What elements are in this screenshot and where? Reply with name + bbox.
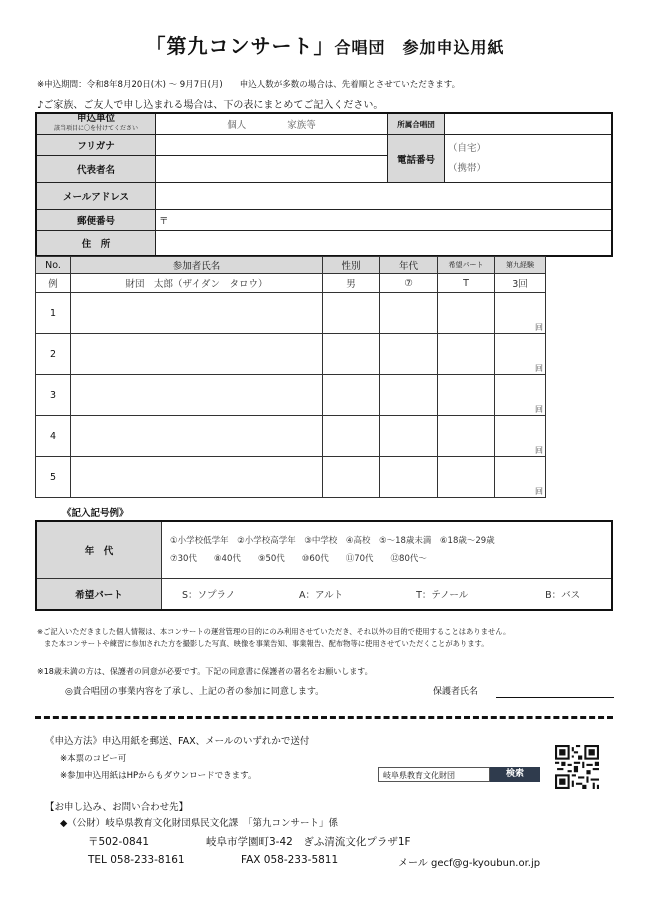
copy-note: ※本票のコピー可 <box>60 754 127 764</box>
example-name: 財団 太郎（ザイダン タロウ） <box>71 274 323 293</box>
address-field[interactable] <box>156 231 613 257</box>
col-age: 年代 <box>380 257 438 274</box>
rep-name-field[interactable] <box>156 156 388 183</box>
age-field[interactable] <box>380 457 438 498</box>
contact-org: ◆（公財）岐阜県教育文化財団県民文化課 「第九コンサート」係 <box>60 818 339 829</box>
gender-field[interactable] <box>323 416 380 457</box>
part-legend-values <box>162 579 613 611</box>
part-bass: B：バス <box>545 590 581 601</box>
furigana-field[interactable] <box>156 135 388 156</box>
name-field[interactable] <box>71 375 323 416</box>
row-no: 2 <box>36 334 71 375</box>
privacy-note-1: ※ご記入いただきました個人情報は、本コンサートの運営管理の目的にのみ利用させていただき、それ以外の目的で使用することはありません。 <box>37 627 511 636</box>
example-part: T <box>438 274 495 293</box>
age-legend-line2: ⑦30代 ⑧40代 ⑨50代 ⑩60代 ⑪70代 ⑫80代～ <box>170 554 427 564</box>
contact-postal: 〒502-0841 <box>88 836 150 848</box>
row-no: 5 <box>36 457 71 498</box>
gender-field[interactable] <box>323 457 380 498</box>
unit-label-cell <box>36 113 156 135</box>
gender-field[interactable] <box>323 293 380 334</box>
experience-field[interactable]: 回 <box>495 375 546 416</box>
part-alto: A：アルト <box>299 590 344 601</box>
participant-row <box>36 293 546 334</box>
postal-label: 郵便番号 <box>36 210 156 231</box>
part-soprano: S：ソプラノ <box>182 590 236 601</box>
contact-address: 岐阜市学園町3-42 ぎふ清流文化プラザ1F <box>206 836 411 848</box>
age-legend-line1: ①小学校低学年 ②小学校高学年 ③中学校 ④高校 ⑤～18歳未満 ⑥18歳～29歳 <box>170 536 495 546</box>
example-gender: 男 <box>323 274 380 293</box>
part-field[interactable] <box>438 293 495 334</box>
row-no: 3 <box>36 375 71 416</box>
col-name: 参加者氏名 <box>71 257 323 274</box>
contact-tel: TEL 058-233-8161 <box>88 854 185 866</box>
gender-field[interactable] <box>323 334 380 375</box>
unit-label: 申込単位 <box>76 113 115 124</box>
unit-options[interactable] <box>156 113 388 135</box>
contact-fax: FAX 058-233-5811 <box>241 854 339 866</box>
method-line: 《申込方法》申込用紙を郵送、FAX、メールのいずれかで送付 <box>45 736 310 747</box>
age-legend-values <box>162 521 613 579</box>
rep-name-label: 代表者名 <box>36 156 156 183</box>
family-note: ♪ご家族、ご友人で申し込まれる場合は、下の表にまとめてご記入ください。 <box>37 100 384 111</box>
email-label: メールアドレス <box>36 183 156 210</box>
participant-row <box>36 334 546 375</box>
consent-note: ◎貴合唱団の事業内容を了承し、上記の者の参加に同意します。 <box>65 687 325 697</box>
address-label: 住 所 <box>36 231 156 257</box>
download-note: ※参加申込用紙はHPからもダウンロードできます。 <box>60 771 257 781</box>
guardian-signature-line[interactable] <box>496 697 614 698</box>
email-field[interactable] <box>156 183 613 210</box>
cut-line <box>35 716 613 719</box>
age-legend-label: 年 代 <box>36 521 162 579</box>
legend-table <box>35 520 613 611</box>
minor-note: ※18歳未満の方は、保護者の同意が必要です。下記の同意書に保護者の署名をお願いします。 <box>37 667 373 676</box>
name-field[interactable] <box>71 293 323 334</box>
title-sub: 合唱団 参加申込用紙 <box>334 38 505 57</box>
age-field[interactable] <box>380 375 438 416</box>
unit-option-individual[interactable]: 個人 <box>227 120 247 131</box>
guardian-label: 保護者氏名 <box>433 687 479 697</box>
privacy-note-2: また本コンサートや練習に参加された方を撮影した写真、映像を事業告知、事業報告、配布物等に使用させていただくことがあります。 <box>44 639 489 648</box>
unit-hint: 該当項目に〇を付けてください <box>53 125 138 132</box>
applicant-table <box>35 112 613 257</box>
phone-mobile: （携帯） <box>448 162 487 174</box>
example-row <box>36 274 546 293</box>
col-gender: 性別 <box>323 257 380 274</box>
qr-code-icon[interactable] <box>555 745 599 789</box>
gender-field[interactable] <box>323 375 380 416</box>
example-age: ⑦ <box>380 274 438 293</box>
furigana-label: フリガナ <box>36 135 156 156</box>
choir-label: 所属合唱団 <box>388 113 445 135</box>
experience-field[interactable]: 回 <box>495 416 546 457</box>
age-field[interactable] <box>380 293 438 334</box>
row-no: 1 <box>36 293 71 334</box>
participants-table <box>35 256 546 498</box>
col-part: 希望パート <box>438 257 495 274</box>
phone-field[interactable] <box>445 135 613 183</box>
experience-field[interactable]: 回 <box>495 457 546 498</box>
legend-heading: 《記入記号例》 <box>62 508 129 519</box>
contact-heading: 【お申し込み、お問い合わせ先】 <box>45 802 189 813</box>
search-input[interactable]: 岐阜県教育文化財団 <box>378 767 490 782</box>
part-field[interactable] <box>438 375 495 416</box>
col-no: No. <box>36 257 71 274</box>
search-button[interactable]: 検索 <box>490 767 540 782</box>
page-title <box>0 30 650 59</box>
title-main: 「第九コンサート」 <box>145 34 335 58</box>
participant-row <box>36 416 546 457</box>
age-field[interactable] <box>380 334 438 375</box>
postal-field[interactable]: 〒 <box>156 210 613 231</box>
phone-home: （自宅） <box>448 142 487 154</box>
period-note: ※申込期間：令和8年8月20日(木) ～ 9月7日(月) 申込人数が多数の場合は、先着順とさせていただきます。 <box>37 80 461 90</box>
part-field[interactable] <box>438 416 495 457</box>
participants-header <box>36 257 546 274</box>
unit-option-family[interactable]: 家族等 <box>287 120 316 131</box>
phone-label: 電話番号 <box>388 135 445 183</box>
experience-field[interactable]: 回 <box>495 334 546 375</box>
participant-row <box>36 375 546 416</box>
part-field[interactable] <box>438 457 495 498</box>
part-field[interactable] <box>438 334 495 375</box>
age-field[interactable] <box>380 416 438 457</box>
name-field[interactable] <box>71 457 323 498</box>
row-no: 4 <box>36 416 71 457</box>
contact-mail[interactable]: メール gecf@g-kyoubun.or.jp <box>398 858 541 869</box>
example-experience: 3回 <box>495 274 546 293</box>
part-legend-label: 希望パート <box>36 579 162 611</box>
name-field[interactable] <box>71 416 323 457</box>
name-field[interactable] <box>71 334 323 375</box>
experience-field[interactable]: 回 <box>495 293 546 334</box>
col-experience: 第九経験 <box>495 257 546 274</box>
example-no: 例 <box>36 274 71 293</box>
part-tenor: T：テノール <box>416 590 469 601</box>
choir-field[interactable] <box>445 113 613 135</box>
participant-row <box>36 457 546 498</box>
